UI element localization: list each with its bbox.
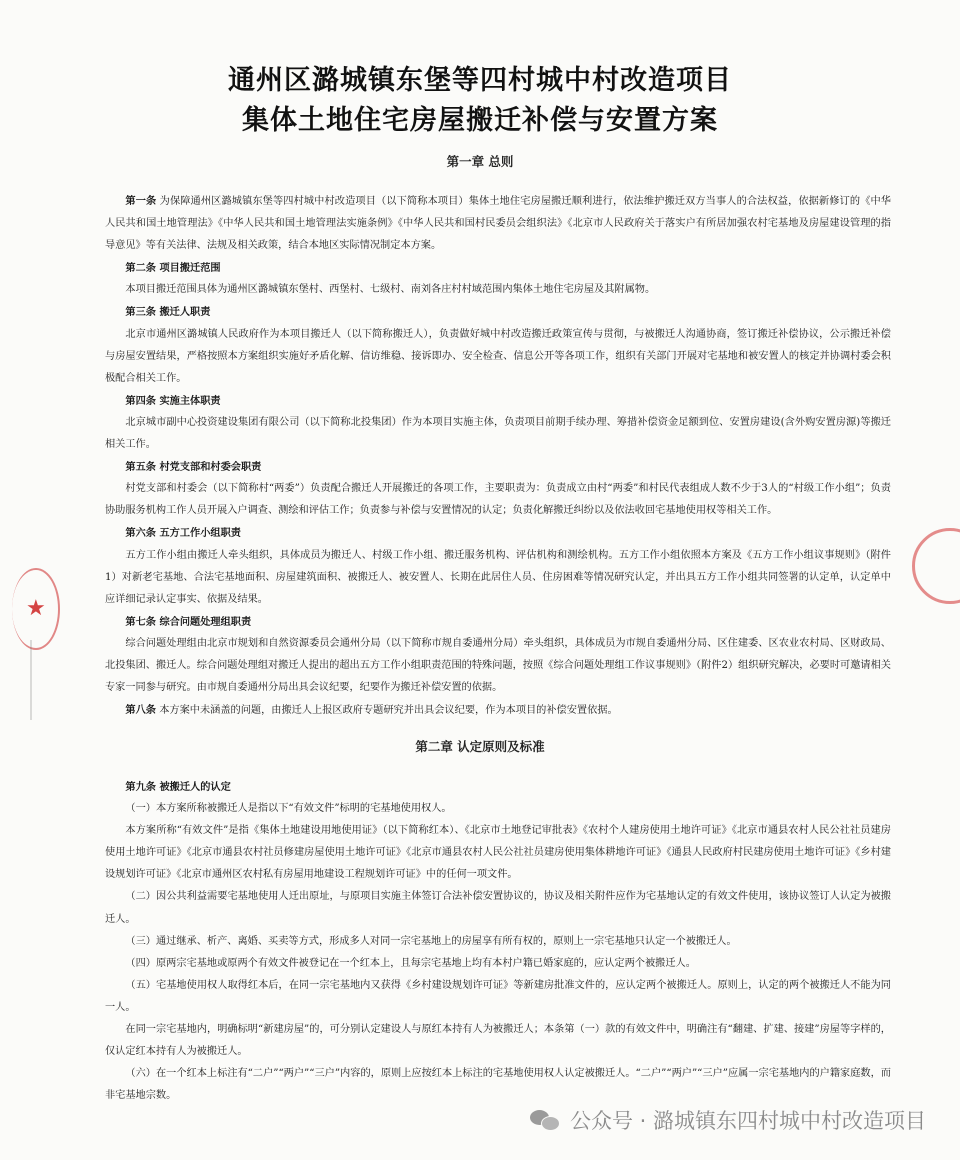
binding-mark [30, 640, 32, 720]
chapter-2-heading: 第二章 认定原则及标准 [415, 739, 545, 754]
article-8-label: 第八条 [125, 704, 156, 717]
seal-stamp-left [12, 568, 60, 650]
wechat-icon [530, 1108, 560, 1132]
article-6-heading: 第六条 五方工作小组职责 [125, 527, 241, 540]
article-5-text: 村党支部和村委会（以下简称村“两委”）负责配合搬迁人开展搬迁的各项工作，主要职责为：负责成立由村“两委”和村民代表组成人数不少于3人的“村级工作小组”；负责协助服务机构工作人员开展入户调查、测绘和评估工作；负责参与补偿与安置情况的认定；负责化解搬迁纠纷以及依法收回宅基地使用权等相关工作。 [105, 483, 891, 517]
article-9-clause-1: （一）本方案所称被搬迁人是指以下“有效文件”标明的宅基地使用权人。 [125, 803, 452, 815]
article-9-clause-6: （六）在一个红本上标注有“二户”“两户”“三户”内容的，原则上应按红本上标注的宅基地使用权人认定被搬迁人。“二户”“两户”“三户”应属一宗宅基地内的户籍家庭数，而非宅基地宗数。 [105, 1068, 891, 1102]
article-7-text: 综合问题处理组由北京市规划和自然资源委员会通州分局（以下简称市规自委通州分局）牵头组织，具体成员为市规自委通州分局、区住建委、区农业农村局、区财政局、北投集团、搬迁人。综合问题处理组对搬迁人提出的超出五方工作小组职责范围的特殊问题，按照《综合问题处理组工作议事规则》（附件2）组织研究解决，必要时可邀请相关专家一同参与研究。由市规自委通州分局出具会议纪要，纪要作为搬迁补偿安置的依据。 [105, 637, 891, 694]
document-title-line2: 集体土地住宅房屋搬迁补偿与安置方案 [242, 105, 718, 136]
watermark-text: 公众号 · 潞城镇东四村城中村改造项目 [569, 1109, 926, 1133]
article-5-heading: 第五条 村党支部和村委会职责 [125, 461, 262, 474]
wechat-watermark [530, 1105, 926, 1135]
article-4-heading: 第四条 实施主体职责 [125, 394, 221, 407]
article-9-clause-5: （五）宅基地使用权人取得红本后，在同一宗宅基地内又获得《乡村建设规划许可证》等新建房批准文件的，应认定两个被搬迁人。原则上，认定的两个被搬迁人不能为同一人。 [105, 979, 891, 1013]
seal-stamp-right [912, 528, 960, 604]
article-9-valid-documents: 本方案所称“有效文件”是指《集体土地建设用地使用证》（以下简称红本）、《北京市土地登记审批表》《农村个人建房使用土地许可证》《北京市通县农村人民公社社员建房使用土地许可证》《北京市通县农村社员修建房屋使用土地许可证》《北京市通县农村人民公社社员建房使用集体耕地许可证》《通县人民政府村民建房使用土地许可证》《乡村建设规划许可证》《北京市通州区农村私有房屋用地建设工程规划许可证》中的任何一项文件。 [105, 825, 891, 881]
chapter-1-heading: 第一章 总则 [446, 154, 514, 169]
article-1-text: 为保障通州区潞城镇东堡等四村城中村改造项目（以下简称本项目）集体土地住宅房屋搬迁顺利进行，依法维护搬迁双方当事人的合法权益，依据新修订的《中华人民共和国土地管理法》《中华人民共和国土地管理法实施条例》《中华人民共和国村民委员会组织法》《北京市人民政府关于落实户有所居加强农村宅基地及房屋建设管理的指导意见》等有关法律、法规及相关政策，结合本地区实际情况制定本方案。 [105, 196, 891, 252]
article-4-text: 北京城市副中心投资建设集团有限公司（以下简称北投集团）作为本项目实施主体，负责项目前期手续办理、筹措补偿资金足额到位、安置房建设(含外购安置房源)等搬迁相关工作。 [105, 416, 891, 451]
chapter-1-body [105, 190, 891, 722]
article-7-heading: 第七条 综合问题处理组职责 [125, 615, 252, 628]
article-9-clause-3: （三）通过继承、析产、离婚、买卖等方式，形成多人对同一宗宅基地上的房屋享有所有权的，原则上一宗宅基地只认定一个被搬迁人。 [125, 935, 737, 947]
article-2-text: 本项目搬迁范围具体为通州区潞城镇东堡村、西堡村、七级村、南刘各庄村村域范围内集体土地住宅房屋及其附属物。 [125, 284, 656, 296]
article-2-heading: 第二条 项目搬迁范围 [125, 262, 221, 275]
article-1-label: 第一条 [125, 195, 157, 207]
article-3-heading: 第三条 搬迁人职责 [125, 306, 211, 319]
article-1 [105, 190, 891, 257]
chapter-2-body [105, 776, 891, 1107]
article-6-text: 五方工作小组由搬迁人牵头组织，具体成员为搬迁人、村级工作小组、搬迁服务机构、评估机构和测绘机构。五方工作小组依照本方案及《五方工作小组议事规则》（附件1）对新老宅基地、合法宅基地面积、房屋建筑面积、被搬迁人、被安置人、长期在此居住人员、住房困难等情况研究认定，并出具五方工作小组共同签署的认定单，认定单中应详细记录认定事实、依据及结果。 [105, 549, 891, 605]
article-9-heading: 第九条 被搬迁人的认定 [125, 781, 231, 793]
article-3-text: 北京市通州区潞城镇人民政府作为本项目搬迁人（以下简称搬迁人），负责做好城中村改造搬迁政策宣传与贯彻，与被搬迁人沟通协商，签订搬迁补偿协议，公示搬迁补偿与房屋安置结果，严格按照本方案组织实施好矛盾化解、信访维稳、接诉即办、安全检查、信息公开等各项工作，组织有关部门开展对宅基地和被安置人的核定并协调村委会积极配合相关工作。 [105, 328, 891, 384]
article-9-clause-2: （二）因公共利益需要宅基地使用人迁出原址，与原项目实施主体签订合法补偿安置协议的，协议及相关附件应作为宅基地认定的有效文件使用，该协议签订人认定为被搬迁人。 [105, 891, 891, 925]
article-9-clause-4: （四）原两宗宅基地或原两个有效文件被登记在一个红本上，且每宗宅基地上均有本村户籍已婚家庭的，应认定两个被搬迁人。 [125, 957, 696, 969]
article-9-clause-5-note: 在同一宗宅基地内，明确标明“新建房屋”的，可分别认定建设人与原红本持有人为被搬迁人；本条第（一）款的有效文件中，明确注有“翻建、扩建、接建”房屋等字样的，仅认定红本持有人为被搬迁人。 [105, 1024, 891, 1058]
article-8 [105, 699, 891, 722]
document-title-line1: 通州区潞城镇东堡等四村城中村改造项目 [228, 65, 732, 96]
star-icon: ★ [26, 596, 46, 621]
article-8-text: 本方案中未涵盖的问题，由搬迁人上报区政府专题研究并出具会议纪要，作为本项目的补偿安置依据。 [159, 705, 618, 717]
